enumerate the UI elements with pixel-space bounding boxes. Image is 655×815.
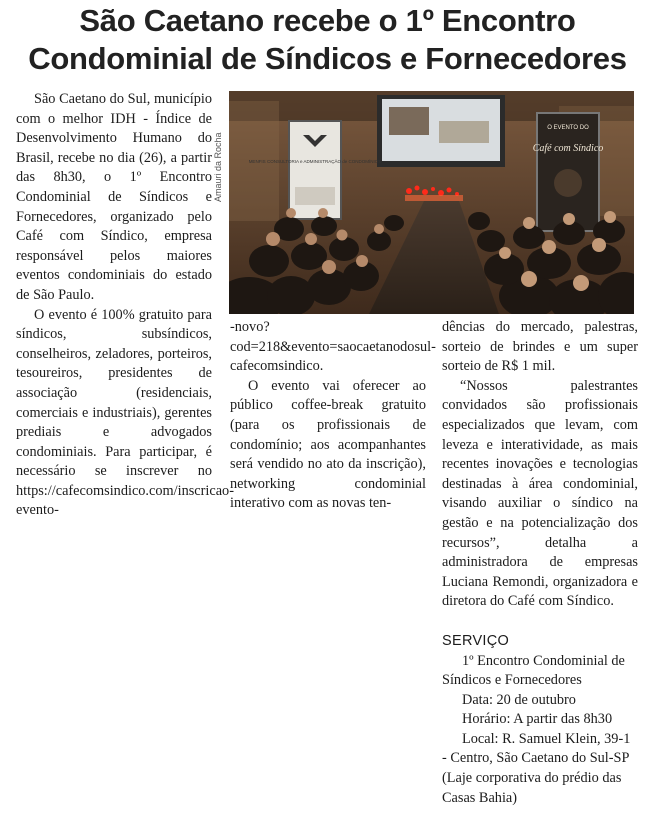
headline-line-1: São Caetano recebe o 1º Encontro <box>79 3 576 38</box>
photo-credit: Amauri da Rocha <box>213 132 223 202</box>
paragraph-offer: O evento vai oferecer ao público coffee-break gratuito (para os profissionais de condomínio; aos acompanhantes será vendido no ato da inscrição), networking condominial interativo com as novas ten- <box>230 377 426 512</box>
paragraph-intro: São Caetano do Sul, município com o melhor IDH - Índice de Desenvolvimento Humano do Brasil, recebe no dia (26), a partir das 8h30, o 1º Encontro Condominial de Síndicos e Fornecedores, organizado pelo Café com Síndico, empresa responsável pelos maiores eventos condominiais do estado de São Paulo. <box>16 91 212 303</box>
service-box <box>442 632 638 808</box>
event-photo <box>229 91 634 314</box>
headline <box>0 2 655 78</box>
service-date: Data: 20 de outubro <box>462 691 576 708</box>
column-2 <box>230 318 436 514</box>
paragraph-offer-cont: dências do mercado, palestras, sorteio de brindes e um super sorteio de R$ 1 mil. <box>442 319 638 375</box>
banner-left-text: MENFIS CONSULTORIA e ADMINISTRAÇÃO de CONDOMÍNIOS <box>248 159 382 164</box>
paragraph-link-cont: -novo?cod=218&evento=saocaetanodosul-cafecomsindico. <box>230 319 436 375</box>
column-3 <box>442 318 638 808</box>
service-place: Local: R. Samuel Klein, 39-1 - Centro, São Caetano do Sul-SP (Laje corporativa do prédio das Casas Bahia) <box>442 730 631 806</box>
service-time: Horário: A partir das 8h30 <box>462 711 613 728</box>
service-event: 1º Encontro Condominial de Síndicos e Fornecedores <box>442 652 625 689</box>
paragraph-audience: O evento é 100% gratuito para síndicos, subsíndicos, conselheiros, zeladores, porteiros, tesoureiros, presidentes de associação (residenciais, comerciais e industriais), gerentes prediais e advogados condominiais. Para participar, é necessário se inscrever no https://cafecomsindico.com/inscricao-evento- <box>16 306 234 519</box>
banner-right-title: Café com Síndico <box>532 143 604 154</box>
service-title: SERVIÇO <box>442 632 510 649</box>
banner-right-top: O EVENTO DO <box>547 125 589 131</box>
paragraph-quote: “Nossos palestrantes convidados são profissionais especializados que levam, com leveza e interatividade, as mais recentes inovações e tecnologias destinadas à área condominial, visando auxiliar o síndico na gestão e na potencialização dos recursos”, detalha a administradora de empresas Luciana Remondi, organizadora e diretora do Café com Síndico. <box>442 377 638 610</box>
headline-line-2: Condominial de Síndicos e Fornecedores <box>28 41 627 76</box>
